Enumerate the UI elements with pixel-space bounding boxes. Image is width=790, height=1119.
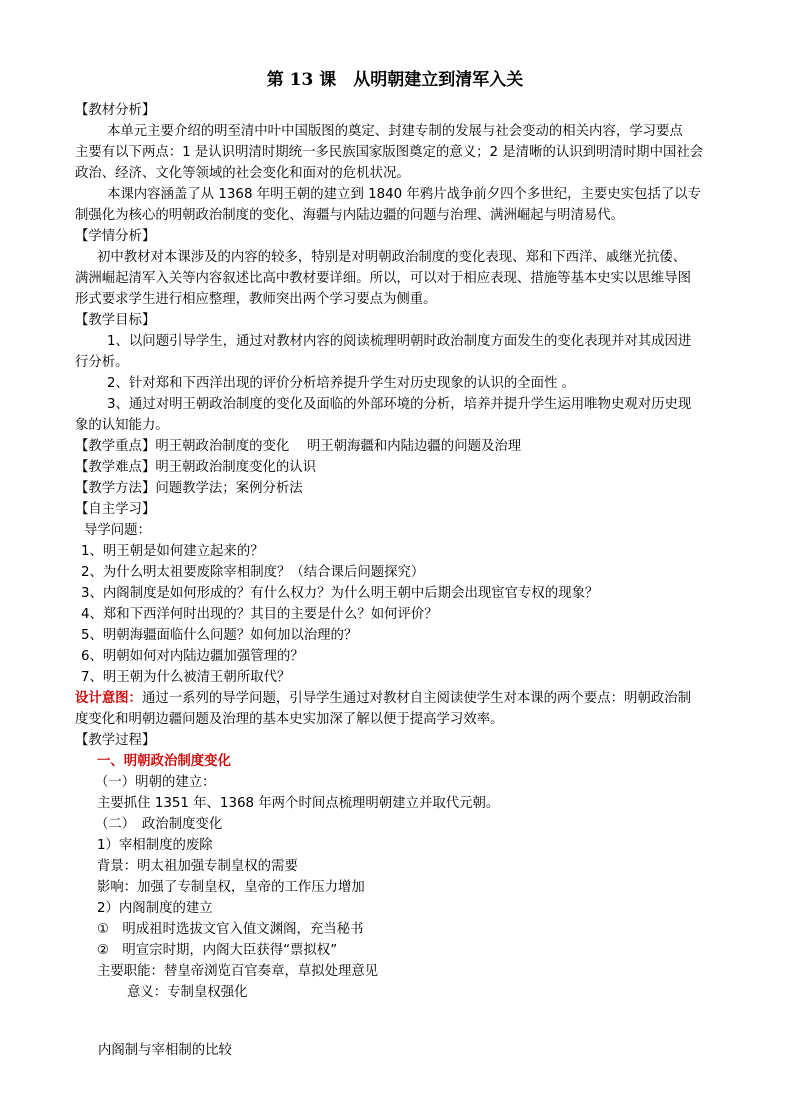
question-item: 3、内阁制度是如何形成的？有什么权力？为什么明王朝中后期会出现宦官专权的现象？ (81, 586, 599, 601)
section-heading: 【教学目标】 (75, 313, 156, 328)
paragraph-line: 3、通过对明王朝政治制度的变化及面临的外部环境的分析，培养并提升学生运用唯物史观对历史现 (107, 397, 692, 412)
paragraph-line: 初中教材对本课涉及的内容的较多，特别是对明朝政治制度的变化表现、郑和下西洋、戚继光抗倭、 (97, 250, 687, 265)
paragraph-line: 制强化为核心的明朝政治制度的变化、海疆与内陆边疆的问题与治理、满洲崛起与明清易代。 (75, 208, 625, 223)
question-item: 7、明王朝为什么被清王朝所取代？ (81, 670, 291, 685)
design-intent-label: 设计意图： (75, 691, 142, 706)
comparison-caption: 内阁制与宰相制的比较 (98, 1043, 232, 1058)
outline-item: 主要抓住 1351 年、1368 年两个时间点梳理明朝建立并取代元朝。 (97, 796, 500, 811)
design-intent-text: 通过一系列的导学问题，引导学生通过对教材自主阅读使学生对本课的两个要点：明朝政治制 (141, 691, 691, 706)
paragraph-line: 本课内容涵盖了从 1368 年明王朝的建立到 1840 年鸦片战争前夕四个多世纪，主要史实包括了以专 (107, 187, 702, 202)
paragraph-line: 2、针对郑和下西洋出现的评价分析培养提升学生对历史现象的认识的全面性 。 (107, 376, 576, 391)
paragraph-line: 形式要求学生进行相应整理，教师突出两个学习要点为侧重。 (75, 292, 437, 307)
question-item: 2、为什么明太祖要废除宰相制度？（结合课后问题探究） (81, 565, 425, 580)
lesson-title: 第 13 课 从明朝建立到清军入关 (266, 70, 524, 90)
paragraph-line: 主要有以下两点：1 是认识明清时期统一多民族国家版图奠定的意义；2 是清晰的认识到明清时期中国社会 (75, 145, 704, 160)
outline-item: 影响：加强了专制皇权，皇帝的工作压力增加 (97, 880, 365, 895)
outline-item: 2）内阁制度的建立 (97, 901, 213, 916)
paragraph-line: 行分析。 (75, 355, 129, 370)
outline-item: （一）明朝的建立： (95, 775, 216, 790)
teaching-methods: 【教学方法】问题教学法；案例分析法 (75, 481, 303, 496)
subsection-heading: 一、明朝政治制度变化 (97, 754, 231, 769)
outline-item: 主要职能：替皇帝浏览百官奏章，草拟处理意见 (97, 964, 379, 979)
outline-item: ① 明成祖时选拔文官入值文渊阁，充当秘书 (97, 922, 364, 937)
section-heading: 【教学过程】 (75, 733, 156, 748)
question-item: 4、郑和下西洋何时出现的？其目的主要是什么？如何评价？ (81, 607, 438, 622)
paragraph-line: 政治、经济、文化等领域的社会变化和面对的危机状况。 (75, 166, 410, 181)
outline-item: 背景：明太祖加强专制皇权的需要 (97, 859, 298, 874)
paragraph-line: 度变化和明朝边疆问题及治理的基本史实加深了解以便于提高学习效率。 (75, 712, 504, 727)
section-heading: 【教材分析】 (75, 103, 156, 118)
question-item: 5、明朝海疆面临什么问题？如何加以治理的？ (81, 628, 358, 643)
paragraph-line: 象的认知能力。 (75, 418, 169, 433)
question-item: 1、明王朝是如何建立起来的？ (81, 544, 264, 559)
design-intent-line (75, 688, 725, 709)
key-points: 【教学重点】明王朝政治制度的变化 明王朝海疆和内陆边疆的问题及治理 (75, 439, 522, 454)
guide-questions-label: 导学问题： (84, 523, 151, 538)
outline-item: 1）宰相制度的废除 (97, 838, 213, 853)
outline-item: （二） 政治制度变化 (95, 817, 223, 832)
section-heading: 【自主学习】 (75, 502, 156, 517)
difficult-points: 【教学难点】明王朝政治制度变化的认识 (75, 460, 317, 475)
paragraph-line: 本单元主要介绍的明至清中叶中国版图的奠定、封建专制的发展与社会变动的相关内容，学习要点 (107, 124, 683, 139)
outline-item: 意义：专制皇权强化 (127, 985, 248, 1000)
outline-item: ② 明宣宗时期，内阁大臣获得“票拟权” (97, 943, 338, 958)
section-heading: 【学情分析】 (75, 229, 156, 244)
paragraph-line: 满洲崛起清军入关等内容叙述比高中教材要详细。所以，可以对于相应表现、措施等基本史实以思维导图 (75, 271, 691, 286)
question-item: 6、明朝如何对内陆边疆加强管理的？ (81, 649, 304, 664)
paragraph-line: 1、以问题引导学生，通过对教材内容的阅读梳理明朝时政治制度方面发生的变化表现并对其成因进 (107, 334, 692, 349)
